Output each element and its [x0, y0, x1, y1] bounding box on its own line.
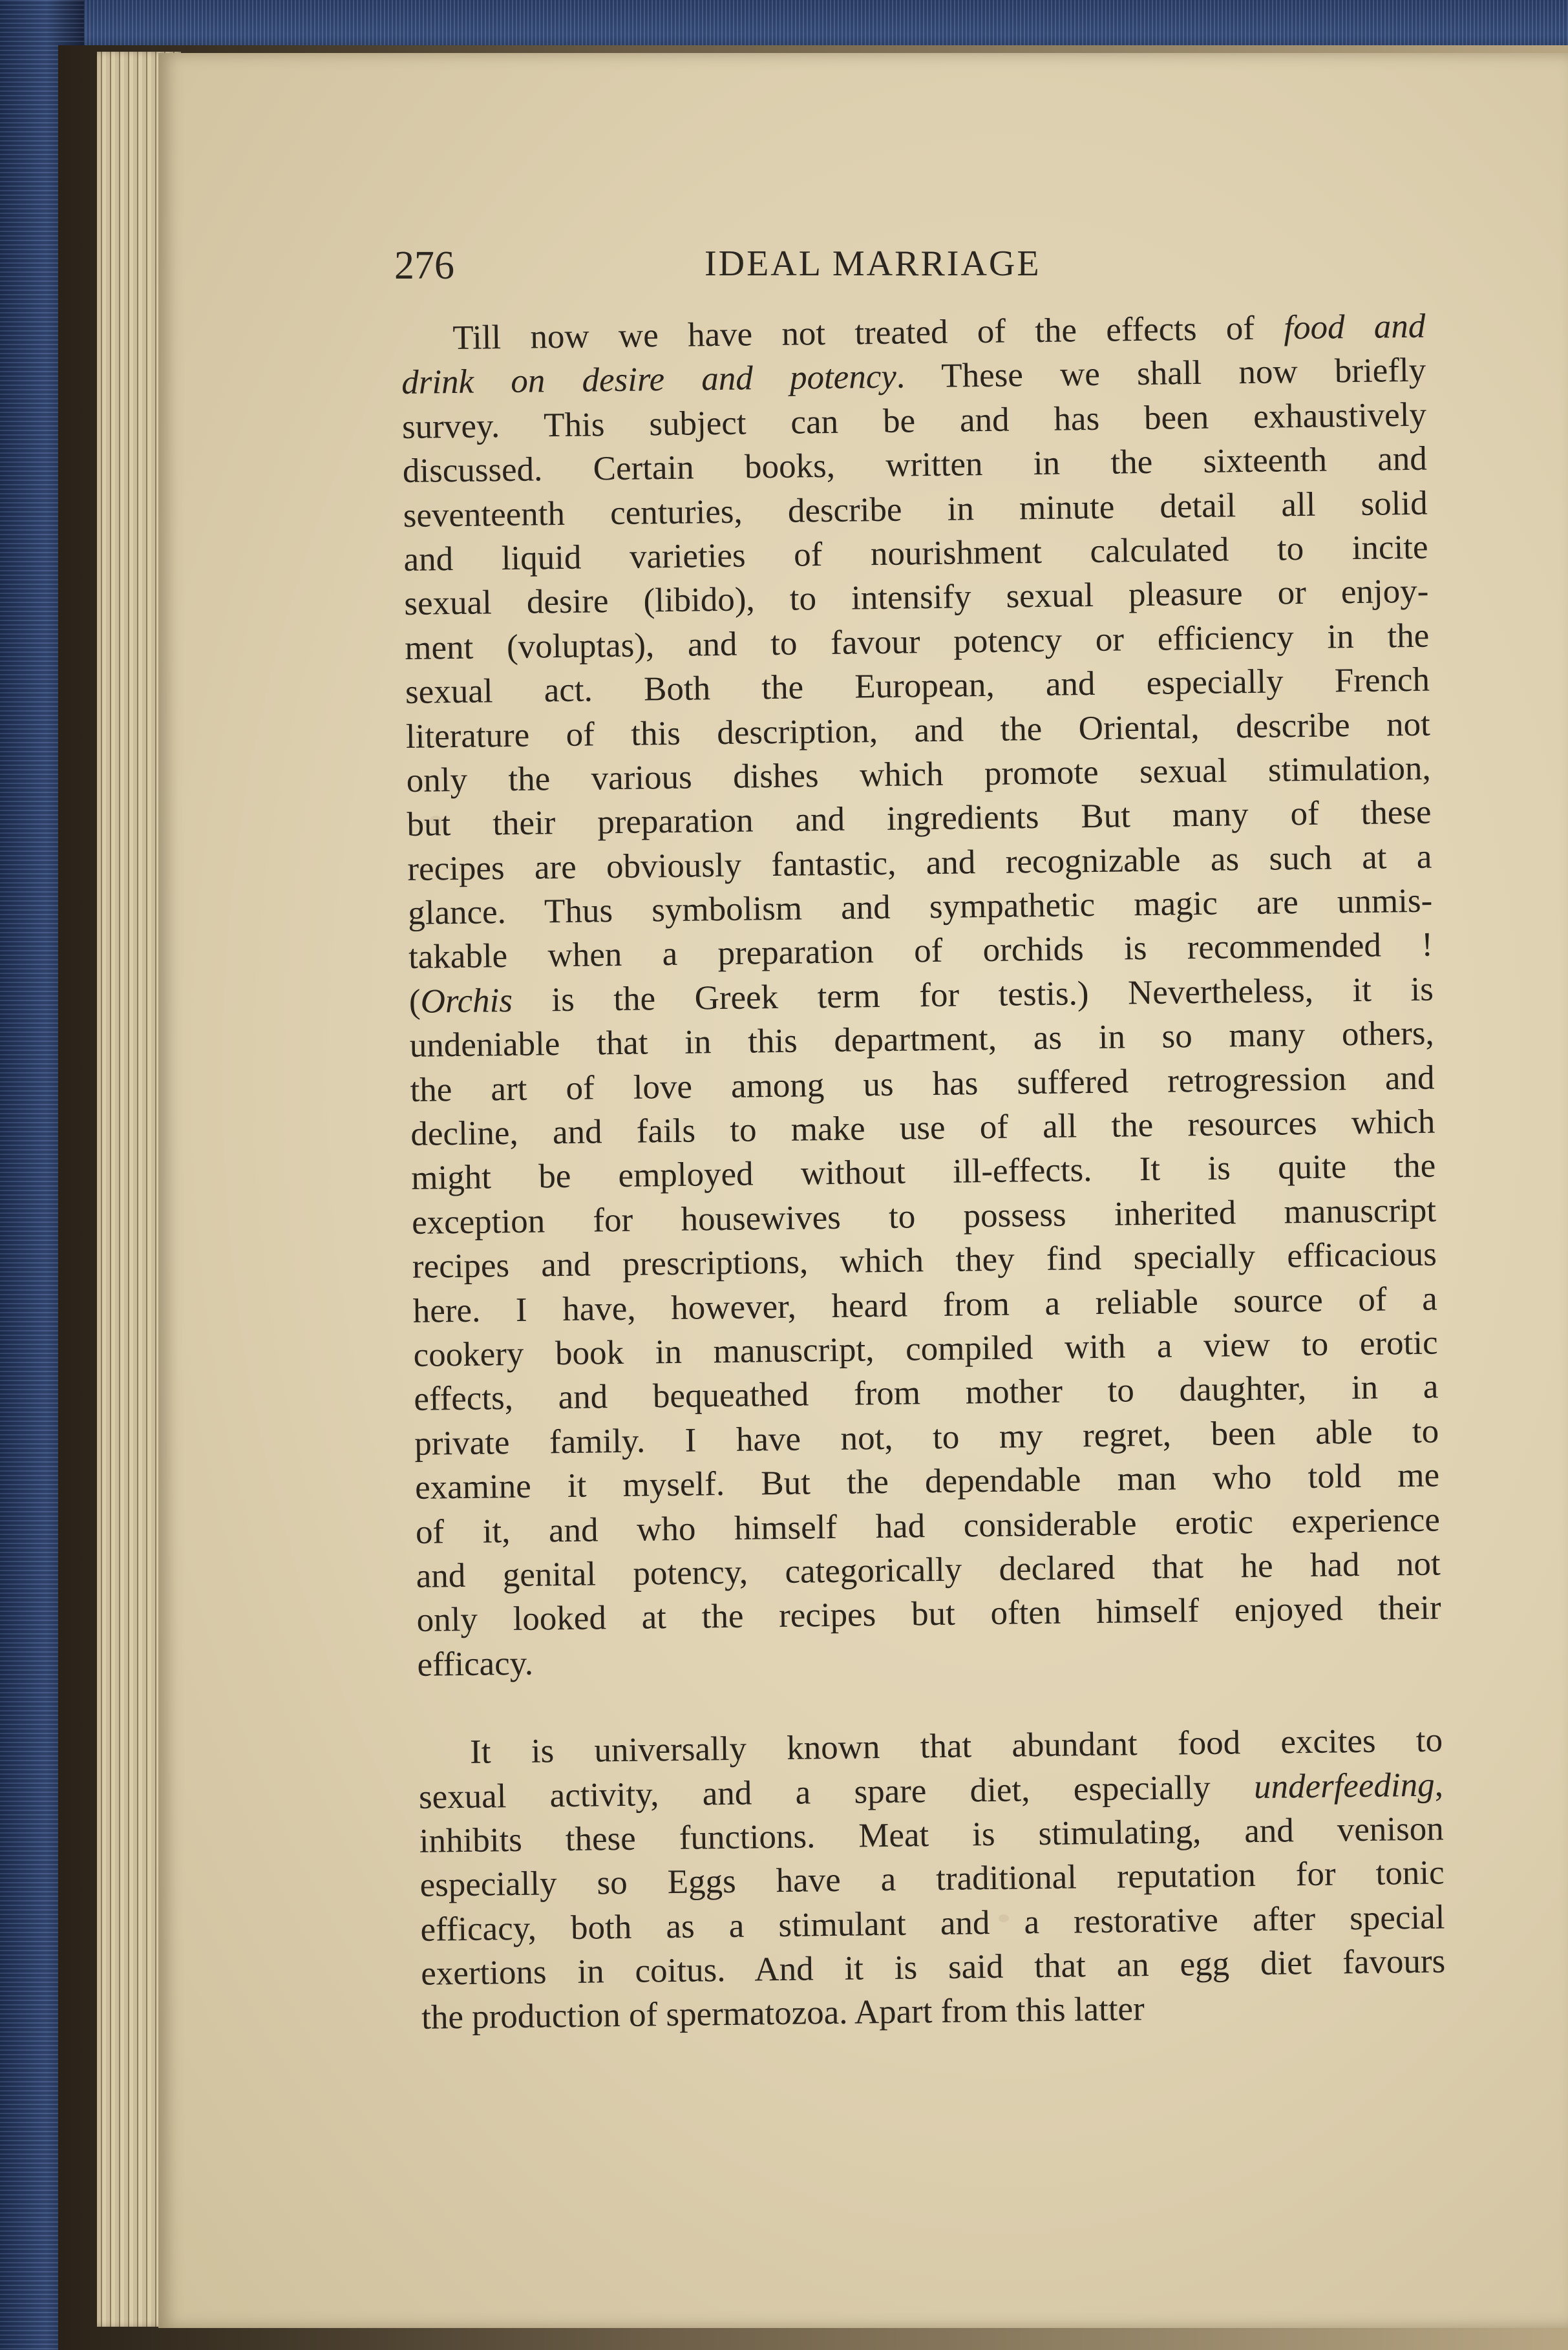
text-run: the production of spermatozoa. Apart from this latter: [421, 1990, 1145, 2037]
text-run: and liquid varieties of nourishment calculated to incite: [403, 528, 1428, 578]
text-run: takable when a preparation of orchids is recommended !: [408, 926, 1434, 977]
text-run: . These we shall now briefly: [896, 352, 1426, 396]
text-run: but their preparation and ingredients But many of these: [407, 793, 1432, 844]
text-run: inhibits these functions. Meat is stimulating, and venison: [419, 1810, 1445, 1860]
body-text: [401, 304, 1446, 2040]
text-run: recipes are obviously fantastic, and recognizable as such at a: [407, 838, 1432, 888]
text-run: here. I have, however, heard from a reliable source of a: [412, 1280, 1438, 1330]
running-head: IDEAL MARRIAGE: [705, 244, 1041, 284]
text-run: efficacy.: [417, 1644, 534, 1684]
text-run: survey. This subject can be and has been exhaustively: [401, 396, 1427, 446]
text-run: ,: [1434, 1765, 1444, 1804]
text-run: of it, and who himself had considerable erotic experience: [415, 1501, 1441, 1551]
text-run: decline, and fails to make use of all the resources which: [410, 1103, 1436, 1153]
text-run: is the Greek term for testis.) Nevertheless, it is: [512, 970, 1434, 1019]
text-run: ment (voluptas), and to favour potency or efficiency in the: [404, 617, 1430, 667]
text-run: the art of love among us has suffered retrogression and: [410, 1059, 1435, 1109]
text-run: (: [408, 982, 421, 1021]
text-run: seventeenth centuries, describe in minute detail all solid: [403, 484, 1428, 535]
text-run: and genital potency, categorically declared that he had not: [416, 1545, 1441, 1595]
italic-text: drink on desire and potency: [401, 358, 897, 402]
text-run: undeniable that in this department, as in so many others,: [409, 1014, 1435, 1065]
text-run: especially so Eggs have a traditional reputation for tonic: [419, 1854, 1445, 1905]
text-run: sexual activity, and a spare diet, especially: [418, 1768, 1255, 1816]
text-run: It is universally known that abundant food excites to: [469, 1721, 1443, 1771]
text-run: Till now we have not treated of the effects of: [452, 309, 1284, 357]
text-run: efficacy, both as a stimulant and a restorative after special: [420, 1898, 1445, 1949]
text-run: glance. Thus symbolism and sympathetic magic are unmis-: [407, 882, 1433, 933]
text-run: examine it myself. But the dependable man who told me: [414, 1456, 1440, 1507]
italic-text: underfeeding: [1253, 1766, 1435, 1806]
text-run: private family. I have not, to my regret, been able to: [414, 1412, 1439, 1463]
italic-text: food and: [1283, 307, 1426, 347]
text-run: sexual act. Both the European, and especially French: [405, 661, 1430, 712]
italic-text: Orchis: [420, 981, 513, 1021]
page-number: 276: [394, 244, 454, 288]
text-run: recipes and prescriptions, which they find specially efficacious: [412, 1235, 1437, 1286]
text-run: might be employed without ill-effects. It is quite the: [410, 1147, 1436, 1198]
text-run: only the various dishes which promote sexual stimulation,: [406, 749, 1432, 799]
text-run: literature of this description, and the Oriental, describe not: [405, 705, 1431, 756]
text-run: discussed. Certain books, written in the sixteenth and: [402, 439, 1428, 491]
text-run: exertions in coitus. And it is said that an egg diet favours: [420, 1942, 1446, 1993]
text-run: effects, and bequeathed from mother to daughter, in a: [414, 1368, 1439, 1419]
text-run: only looked at the recipes but often himself enjoyed their: [416, 1589, 1441, 1640]
text-run: exception for housewives to possess inherited manuscript: [411, 1191, 1437, 1242]
text-run: sexual desire (libido), to intensify sexual pleasure or enjoy-: [404, 572, 1429, 623]
text-run: cookery book in manuscript, compiled with a view to erotic: [413, 1324, 1438, 1374]
